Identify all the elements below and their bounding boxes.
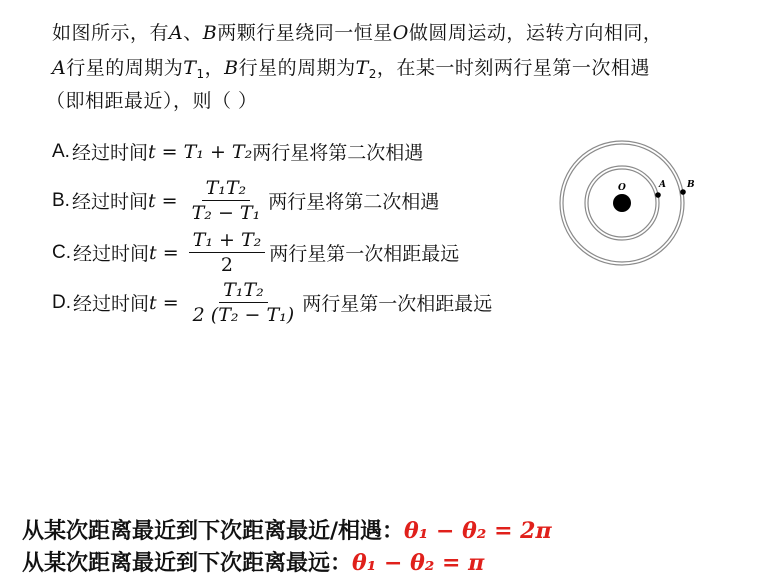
option-text: 经过时间	[73, 243, 150, 265]
question-text: 如图所示，有	[52, 22, 170, 44]
planet-a-symbol: A	[52, 57, 67, 79]
question-line-2	[52, 53, 650, 89]
period-symbol: T	[355, 57, 369, 79]
option-d[interactable]	[52, 278, 492, 327]
fraction	[189, 278, 299, 327]
planet-a-symbol: A	[169, 22, 184, 44]
period-subscript: 2	[368, 67, 377, 81]
period-symbol: T	[183, 57, 197, 79]
option-label: D.	[52, 291, 71, 313]
equals-sign: =	[156, 291, 185, 314]
planet-a-label: A	[659, 180, 666, 190]
equals-sign: =	[155, 140, 184, 163]
fraction	[189, 228, 266, 277]
fraction-denominator: 2 (T₂ − T₁)	[192, 304, 295, 326]
time-variable: t	[149, 241, 157, 264]
option-a[interactable]	[52, 138, 423, 165]
planet-b	[680, 189, 686, 195]
time-variable: t	[147, 189, 156, 212]
note-line-farthest	[22, 546, 484, 577]
fraction-denominator: T₂ − T₁	[191, 202, 261, 224]
star-label: O	[618, 183, 626, 193]
fraction-denominator: 2	[220, 254, 233, 276]
option-text: 两行星将第二次相遇	[268, 191, 440, 213]
equals-sign: =	[155, 189, 184, 212]
planet-a	[655, 192, 661, 198]
option-text: 经过时间	[71, 142, 148, 164]
option-label: B.	[52, 189, 70, 211]
note-line-meet	[22, 514, 552, 545]
option-text: 经过时间	[71, 191, 148, 213]
question-text: 、	[183, 22, 203, 44]
question-text: （即相距最近），则（ ）	[46, 90, 258, 112]
star-o	[613, 194, 631, 212]
time-variable: t	[149, 291, 157, 314]
planet-b-label: B	[687, 180, 695, 190]
question-line-3	[46, 86, 258, 116]
question-text: 两颗行星绕同一恒星	[217, 22, 393, 44]
fraction-numerator: T₁T₂	[219, 278, 268, 303]
option-c[interactable]	[52, 228, 459, 277]
fraction	[188, 176, 265, 225]
option-label: C.	[52, 241, 71, 263]
option-text: 两行星第一次相距最远	[269, 243, 460, 265]
option-text: 两行星第一次相距最远	[302, 293, 493, 315]
orbit-diagram	[558, 128, 718, 278]
question-text: ，在某一时刻两行星第一次相遇	[376, 57, 650, 79]
option-text: 经过时间	[73, 293, 150, 315]
period-subscript: 1	[196, 67, 205, 81]
question-text: ，	[204, 57, 225, 79]
option-label: A.	[52, 140, 70, 162]
option-text: 两行星将第二次相遇	[252, 142, 424, 164]
option-expression: T₁ + T₂	[183, 140, 253, 163]
note-formula: θ₁ − θ₂ = π	[352, 550, 485, 576]
star-symbol: O	[392, 22, 409, 44]
question-line-1	[52, 18, 662, 48]
note-text: 从某次距离最近到下次距离最远：	[22, 551, 353, 576]
question-text: 做圆周运动，运转方向相同，	[408, 22, 663, 44]
equals-sign: =	[156, 241, 185, 264]
question-text: 行星的周期为	[238, 57, 356, 79]
planet-b-symbol: B	[224, 57, 239, 79]
question-text: 行星的周期为	[66, 57, 184, 79]
note-formula: θ₁ − θ₂ = 2π	[404, 518, 552, 544]
fraction-numerator: T₁ + T₂	[189, 228, 266, 253]
time-variable: t	[147, 140, 156, 163]
note-text: 从某次距离最近到下次距离最近/相遇：	[22, 519, 405, 544]
option-b[interactable]	[52, 176, 439, 225]
planet-b-symbol: B	[202, 22, 218, 44]
fraction-numerator: T₁T₂	[202, 176, 251, 201]
